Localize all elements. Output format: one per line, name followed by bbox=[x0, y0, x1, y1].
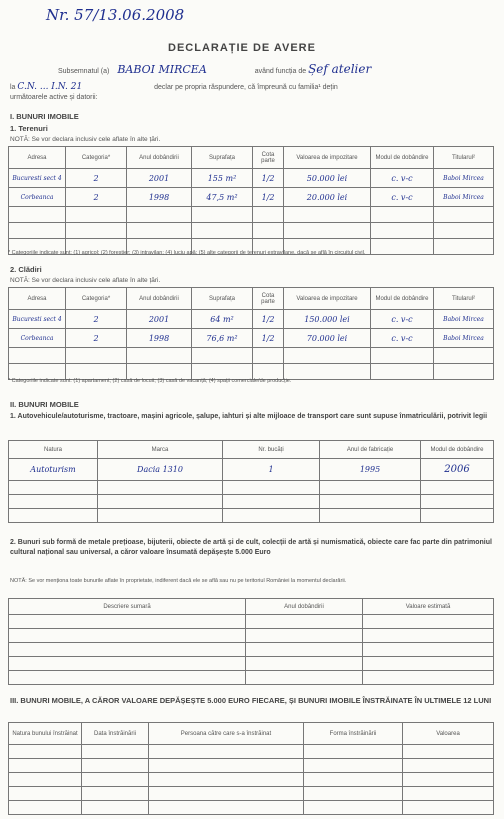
land-cell: 20.000 lei bbox=[284, 188, 371, 207]
buildings-cell: Corbeanca bbox=[9, 329, 66, 348]
alienated-table bbox=[8, 722, 494, 815]
table-row bbox=[9, 671, 494, 685]
land-cell: 2 bbox=[66, 169, 127, 188]
vehicles-header: Marca bbox=[98, 441, 223, 459]
land-cell: 155 m² bbox=[192, 169, 253, 188]
vehicles-header: Natura bbox=[9, 441, 98, 459]
land-table bbox=[8, 146, 494, 255]
section-3-title: II. BUNURI MOBILE bbox=[10, 400, 79, 409]
intro-line-3: următoarele active și datorii: bbox=[10, 94, 98, 101]
buildings-cell: 64 m² bbox=[192, 310, 253, 329]
table-row bbox=[9, 745, 494, 759]
vehicles-table bbox=[8, 440, 494, 523]
table-row bbox=[9, 223, 494, 239]
table-row bbox=[9, 459, 494, 481]
section-4-subtitle: 2. Bunuri sub formă de metale prețioase, bijuterii, obiecte de artă și de cult, colecții de artă și numismatică, obiecte care fac parte din patrimoniul cultural național sau universal, a căror valoare însumată depășește 5.000 Euro bbox=[10, 539, 492, 556]
vehicles-cell: Dacia 1310 bbox=[98, 459, 223, 481]
land-cell: 50.000 lei bbox=[284, 169, 371, 188]
table-row bbox=[9, 495, 494, 509]
land-header: Valoarea de impozitare bbox=[284, 147, 371, 169]
buildings-cell: 2 bbox=[66, 329, 127, 348]
table-row bbox=[9, 509, 494, 523]
table-row bbox=[9, 643, 494, 657]
table-row bbox=[9, 629, 494, 643]
vehicles-cell: 1 bbox=[223, 459, 320, 481]
land-cell: 1/2 bbox=[253, 169, 284, 188]
valuables-table bbox=[8, 598, 494, 685]
section-2-footnote: * Categoriile indicate sunt: (1) apartament; (2) casă de locuit; (3) casă de vacanță; (4) spații comerciale/de producție. bbox=[8, 378, 292, 384]
land-cell: Baboi Mircea bbox=[434, 169, 494, 188]
buildings-cell: Bucuresti sect 4 bbox=[9, 310, 66, 329]
buildings-cell: 76,6 m² bbox=[192, 329, 253, 348]
section-1-footnote: * Categoriile indicate sunt: (1) agricol; (2) forestier; (3) intravilan; (4) luciu apă; (5) alte categorii de terenuri extravilane, dacă se află în circuitul civil. bbox=[8, 250, 366, 256]
table-row bbox=[9, 329, 494, 348]
alienated-header: Data înstrăinării bbox=[82, 723, 149, 745]
buildings-cell: 2001 bbox=[127, 310, 192, 329]
table-row bbox=[9, 310, 494, 329]
land-header: Titularul² bbox=[434, 147, 494, 169]
section-4-note: NOTĂ: Se vor menționa toate bunurile aflate în proprietate, indiferent dacă ele se află sau nu pe teritoriul României la momentul declarării. bbox=[10, 578, 347, 584]
declarant-name: BABOI MIRCEA bbox=[117, 63, 207, 76]
table-row bbox=[9, 348, 494, 364]
table-row bbox=[9, 188, 494, 207]
buildings-header: Titularul² bbox=[434, 288, 494, 310]
section-2-subtitle: 2. Clădiri bbox=[10, 265, 42, 274]
table-row bbox=[9, 615, 494, 629]
land-cell: 1/2 bbox=[253, 188, 284, 207]
land-header: Anul dobândirii bbox=[127, 147, 192, 169]
buildings-header: Anul dobândirii bbox=[127, 288, 192, 310]
land-cell: c. v-c bbox=[371, 169, 434, 188]
land-header: Cota parte bbox=[253, 147, 284, 169]
vehicles-cell: 2006 bbox=[421, 459, 494, 481]
valuables-header: Descriere sumară bbox=[9, 599, 246, 615]
table-row bbox=[9, 481, 494, 495]
declarant-function: Șef atelier bbox=[308, 62, 372, 76]
buildings-cell: 1/2 bbox=[253, 310, 284, 329]
vehicles-cell: Autoturism bbox=[9, 459, 98, 481]
alienated-header: Valoarea bbox=[403, 723, 494, 745]
table-row bbox=[9, 657, 494, 671]
land-header: Modul de dobândire bbox=[371, 147, 434, 169]
buildings-header: Categoria* bbox=[66, 288, 127, 310]
buildings-cell: Baboi Mircea bbox=[434, 329, 494, 348]
land-header: Adresa bbox=[9, 147, 66, 169]
valuables-header: Valoare estimată bbox=[363, 599, 494, 615]
buildings-table bbox=[8, 287, 494, 380]
intro-prefix: Subsemnatul (a) bbox=[58, 68, 110, 75]
alienated-header: Persoana către care s-a înstrăinat bbox=[149, 723, 304, 745]
intro-line2-suffix: declar pe propria răspundere, că împreună cu familia¹ dețin bbox=[154, 84, 338, 91]
vehicles-header: Nr. bucăți bbox=[223, 441, 320, 459]
buildings-header: Modul de dobândire bbox=[371, 288, 434, 310]
land-cell: 47,5 m² bbox=[192, 188, 253, 207]
table-row bbox=[9, 759, 494, 773]
buildings-header: Valoarea de impozitare bbox=[284, 288, 371, 310]
buildings-header: Suprafața bbox=[192, 288, 253, 310]
section-1-subtitle: 1. Terenuri bbox=[10, 124, 48, 133]
land-header: Suprafața bbox=[192, 147, 253, 169]
land-cell: 1998 bbox=[127, 188, 192, 207]
intro-line-2 bbox=[10, 82, 500, 92]
land-cell: 2001 bbox=[127, 169, 192, 188]
vehicles-cell: 1995 bbox=[320, 459, 421, 481]
buildings-cell: 150.000 lei bbox=[284, 310, 371, 329]
buildings-header: Cota parte bbox=[253, 288, 284, 310]
institution-cnp: C.N. ... I.N. 21 bbox=[17, 82, 83, 92]
buildings-cell: 1/2 bbox=[253, 329, 284, 348]
document-number: Nr. 57/13.06.2008 bbox=[46, 6, 185, 24]
land-header: Categoria* bbox=[66, 147, 127, 169]
intro-middle: având funcția de bbox=[254, 68, 307, 75]
table-row bbox=[9, 787, 494, 801]
table-row bbox=[9, 801, 494, 815]
land-cell: c. v-c bbox=[371, 188, 434, 207]
buildings-cell: 70.000 lei bbox=[284, 329, 371, 348]
table-row bbox=[9, 169, 494, 188]
section-2-note: NOTĂ: Se vor declara inclusiv cele aflate în alte țări. bbox=[10, 277, 161, 284]
alienated-header: Forma înstrăinării bbox=[304, 723, 403, 745]
intro-line-1 bbox=[26, 62, 496, 76]
land-cell: 2 bbox=[66, 188, 127, 207]
buildings-cell: 2 bbox=[66, 310, 127, 329]
section-3-subtitle: 1. Autovehicule/autoturisme, tractoare, mașini agricole, șalupe, iahturi și alte mijloace de transport care sunt supuse înmatriculării, potrivit legii bbox=[10, 413, 488, 420]
table-row bbox=[9, 207, 494, 223]
alienated-header: Natura bunului înstrăinat bbox=[9, 723, 82, 745]
buildings-cell: c. v-c bbox=[371, 310, 434, 329]
vehicles-header: Modul de dobândire bbox=[421, 441, 494, 459]
vehicles-header: Anul de fabricație bbox=[320, 441, 421, 459]
valuables-header: Anul dobândirii bbox=[246, 599, 363, 615]
section-1-note: NOTĂ: Se vor declara inclusiv cele aflate în alte țări. bbox=[10, 136, 161, 143]
intro-line2-prefix: la bbox=[10, 84, 16, 91]
land-cell: Corbeanca bbox=[9, 188, 66, 207]
land-cell: Baboi Mircea bbox=[434, 188, 494, 207]
document-title: DECLARAȚIE DE AVERE bbox=[168, 42, 316, 54]
land-cell: Bucuresti sect 4 bbox=[9, 169, 66, 188]
buildings-header: Adresa bbox=[9, 288, 66, 310]
table-row bbox=[9, 773, 494, 787]
buildings-cell: 1998 bbox=[127, 329, 192, 348]
section-5-title: III. BUNURI MOBILE, A CĂROR VALOARE DEPĂȘEȘTE 5.000 EURO FIECARE, ȘI BUNURI IMOBILE ÎNSTRĂINATE ÎN ULTIMELE 12 LUNI bbox=[10, 696, 492, 705]
buildings-cell: c. v-c bbox=[371, 329, 434, 348]
buildings-cell: Baboi Mircea bbox=[434, 310, 494, 329]
section-1-title: I. BUNURI IMOBILE bbox=[10, 112, 79, 121]
